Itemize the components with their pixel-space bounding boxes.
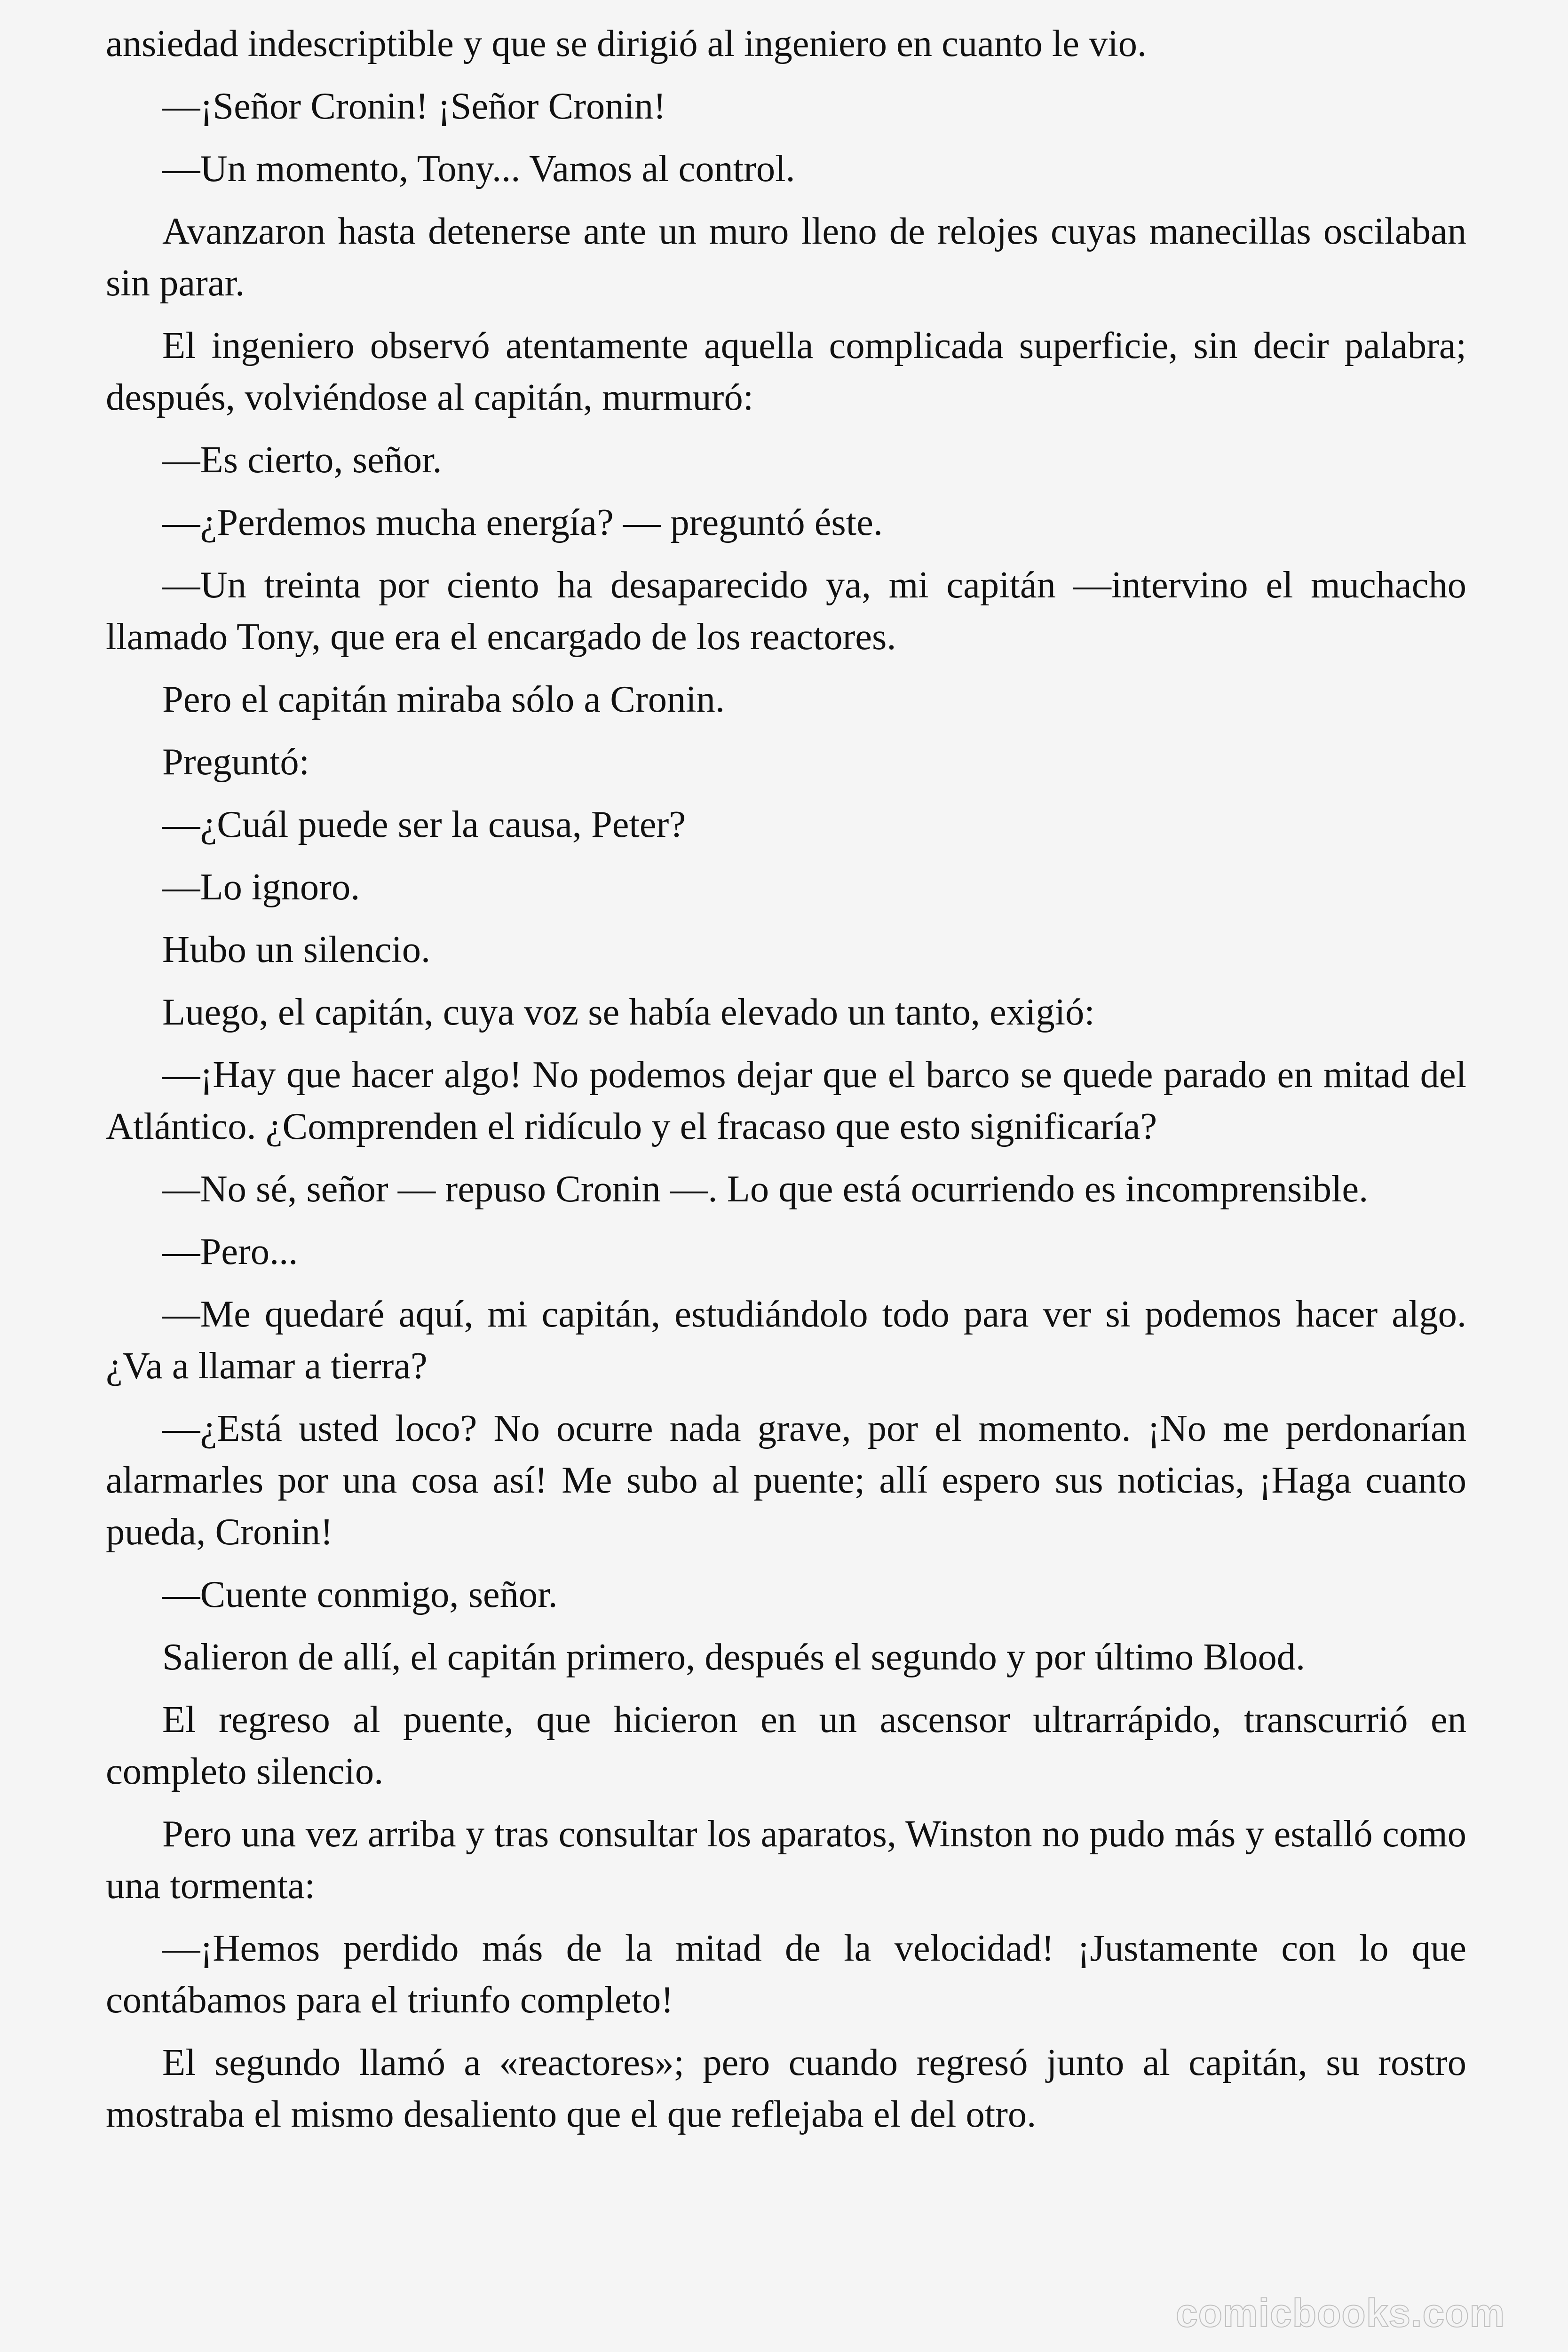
body-text xyxy=(106,18,1466,2151)
paragraph: —¿Perdemos mucha energía? — preguntó éste. xyxy=(162,501,883,543)
paragraph: —¡Señor Cronin! ¡Señor Cronin! xyxy=(162,85,666,127)
paragraph: —¿Está usted loco? No ocurre nada grave, por el momento. ¡No me perdonarían alarmarles por una cosa así! Me subo al puente; allí espero sus noticias, ¡Haga cuanto pueda, Cronin! xyxy=(106,1407,1466,1553)
paragraph: ansiedad indescriptible y que se dirigió al ingeniero en cuanto le vio. xyxy=(106,23,1147,64)
paragraph: Salieron de allí, el capitán primero, después el segundo y por último Blood. xyxy=(162,1636,1306,1678)
paragraph: El regreso al puente, que hicieron en un ascensor ultrarrápido, transcurrió en completo silencio. xyxy=(106,1699,1466,1792)
paragraph: —Pero... xyxy=(162,1231,298,1272)
paragraph: —Es cierto, señor. xyxy=(162,439,442,481)
paragraph: Pero el capitán miraba sólo a Cronin. xyxy=(162,678,725,720)
paragraph: —Lo ignoro. xyxy=(162,866,360,908)
paragraph: —¿Cuál puede ser la causa, Peter? xyxy=(162,803,686,845)
paragraph: —¡Hemos perdido más de la mitad de la velocidad! ¡Justamente con lo que contábamos para el triunfo completo! xyxy=(106,1927,1466,2021)
paragraph: —Un momento, Tony... Vamos al control. xyxy=(162,148,795,190)
paragraph: —Me quedaré aquí, mi capitán, estudiándolo todo para ver si podemos hacer algo. ¿Va a llamar a tierra? xyxy=(106,1293,1466,1387)
paragraph: El ingeniero observó atentamente aquella complicada superficie, sin decir palabra; después, volviéndose al capitán, murmuró: xyxy=(106,325,1466,418)
paragraph: Preguntó: xyxy=(162,741,310,783)
paragraph: —Un treinta por ciento ha desaparecido ya, mi capitán —intervino el muchacho llamado Tony, que era el encargado de los reactores. xyxy=(106,564,1466,658)
paragraph: —Cuente conmigo, señor. xyxy=(162,1573,558,1615)
watermark: comicbooks.com xyxy=(1176,2291,1505,2335)
paragraph: —No sé, señor — repuso Cronin —. Lo que está ocurriendo es incomprensible. xyxy=(162,1168,1369,1210)
paragraph: Hubo un silencio. xyxy=(162,929,431,970)
paragraph: El segundo llamó a «reactores»; pero cuando regresó junto al capitán, su rostro mostraba el mismo desaliento que el que reflejaba el del otro. xyxy=(106,2042,1466,2135)
paragraph: —¡Hay que hacer algo! No podemos dejar que el barco se quede parado en mitad del Atlántico. ¿Comprenden el ridículo y el fracaso que esto significaría? xyxy=(106,1054,1466,1147)
paragraph: Avanzaron hasta detenerse ante un muro lleno de relojes cuyas manecillas oscilaban sin parar. xyxy=(106,210,1466,304)
paragraph: Luego, el capitán, cuya voz se había elevado un tanto, exigió: xyxy=(162,991,1095,1033)
paragraph: Pero una vez arriba y tras consultar los aparatos, Winston no pudo más y estalló como una tormenta: xyxy=(106,1813,1466,1907)
